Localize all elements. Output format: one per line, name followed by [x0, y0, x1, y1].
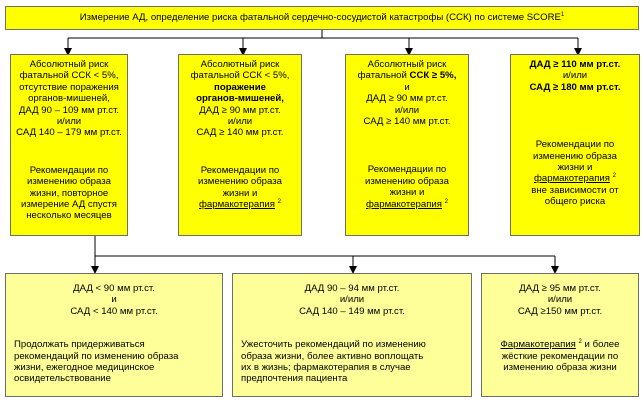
footnote-mark: 2	[444, 198, 448, 205]
rec-line: изменению образа жизни	[503, 362, 617, 374]
risk-box-severe	[510, 54, 640, 236]
footnote-mark: 2	[277, 199, 281, 206]
header-footnote: 1	[560, 12, 565, 18]
cond-line: ДАД 90 – 94 мм рт.ст.	[304, 283, 400, 294]
footnote-mark: 2	[612, 173, 616, 180]
cond-line: САД < 140 мм рт.ст.	[70, 305, 158, 317]
cond-line: органов-мишеней,	[28, 93, 110, 105]
outcome-box-moderate	[232, 273, 472, 397]
outcome-box-normal	[5, 273, 223, 397]
header-box	[5, 6, 639, 30]
cond-line: САД ≥ 180 мм рт.ст.	[529, 81, 621, 93]
cond-line: ДАД ≥ 90 мм рт.ст.	[199, 104, 281, 116]
outcome-box-high	[481, 273, 639, 397]
header-text: Измерение АД, определение риска фатальной сердечно-сосудистой катастрофы (ССК) по системе SCORE	[79, 12, 561, 23]
rec-line: несколько месяцев	[26, 210, 112, 222]
risk-box-organ-damage	[178, 54, 302, 236]
cond-line: органов-мишеней,	[196, 93, 284, 105]
cond-line: ДАД ≥ 90 мм рт.ст.	[366, 93, 448, 105]
rec-line: Рекомендации по	[29, 164, 109, 176]
cond-line: и	[404, 81, 410, 93]
cond-line: ДАД ≥ 110 мм рт.ст.	[529, 59, 621, 70]
pharmacotherapy-link: фармакотерапия	[366, 198, 442, 210]
cond-line: ДАД ≥ 95 мм рт.ст.	[519, 283, 601, 294]
cond-line: и	[111, 294, 117, 306]
cond-line: и/или	[562, 70, 588, 82]
risk-box-high	[345, 54, 469, 236]
rec-line: рекомендаций по изменению образа	[14, 350, 179, 362]
cond-line: отсутствие поражения	[19, 81, 119, 93]
rec-line: Продолжать придерживаться	[14, 339, 145, 351]
pharmacotherapy-link: фармакотерапия	[534, 173, 610, 185]
cond-line: Абсолютный риск	[200, 59, 280, 70]
rec-line: изменению образа	[198, 176, 282, 188]
rec-line: Рекомендации по	[367, 164, 447, 176]
rec-line: жизни и	[557, 162, 593, 174]
cond-line: САД 140 – 179 мм рт.ст.	[16, 127, 122, 139]
cond-line: и/или	[227, 116, 253, 128]
rec-line: жизни, повторное	[29, 187, 109, 199]
cond-line: Абсолютный риск	[29, 59, 109, 70]
cond-line: Абсолютный риск	[367, 59, 447, 70]
rec-line: изменению образа	[27, 176, 111, 188]
rec-line: общего риска	[544, 196, 606, 208]
cond-line: поражение	[214, 81, 266, 93]
cond-line: САД ≥ 140 мм рт.ст.	[363, 116, 451, 128]
cond-line: и/или	[394, 104, 420, 116]
rec-line: вне зависимости от	[531, 184, 619, 196]
rec-line: жёсткие рекомендации по	[501, 350, 619, 362]
cond-line: фатальной ССК < 5%,	[19, 70, 119, 82]
rec-line: освидетельствование	[14, 373, 111, 385]
cond-line: и/или	[339, 294, 365, 306]
rec-line: Рекомендации по	[535, 139, 615, 151]
cond-line: САД ≥ 140 мм рт.ст.	[196, 127, 284, 139]
pharmacotherapy-link: Фармакотерапия	[500, 339, 576, 351]
rec-line: жизни и	[222, 187, 258, 199]
rec-line: жизни, ежегодное медицинское	[14, 362, 155, 374]
cond-line: САД ≥150 мм рт.ст.	[517, 305, 603, 317]
rec-line: изменению образа	[533, 150, 617, 162]
rec-line: и более	[581, 339, 620, 351]
rec-line: образа жизни, более активно воплощать	[241, 350, 424, 362]
cond-line: и/или	[56, 116, 82, 128]
cond-line-bold: ССК ≥ 5%,	[409, 70, 457, 82]
rec-line: жизни и	[389, 187, 425, 199]
cond-line: и/или	[547, 294, 573, 306]
rec-line: предпочтения пациента	[241, 373, 348, 385]
rec-line: их в жизнь; фармакотерапия в случае	[241, 362, 411, 374]
cond-line: фатальной ССК < 5%,	[190, 70, 290, 82]
pharmacotherapy-link: фармакотерапия	[199, 199, 275, 211]
rec-line: измерение АД спустя	[21, 199, 117, 211]
cond-line: ДАД 90 – 109 мм рт.ст.	[18, 104, 120, 116]
footnote-mark: 2	[578, 339, 582, 346]
cond-line: ДАД < 90 мм рт.ст.	[73, 283, 155, 294]
cond-line: фатальной	[357, 70, 410, 82]
risk-box-low	[10, 54, 128, 236]
rec-line: изменению образа	[365, 175, 449, 187]
rec-line: Рекомендации по	[200, 164, 280, 176]
cond-line: САД 140 – 149 мм рт.ст.	[299, 305, 405, 317]
rec-line: Ужесточить рекомендаций по изменению	[241, 339, 426, 351]
